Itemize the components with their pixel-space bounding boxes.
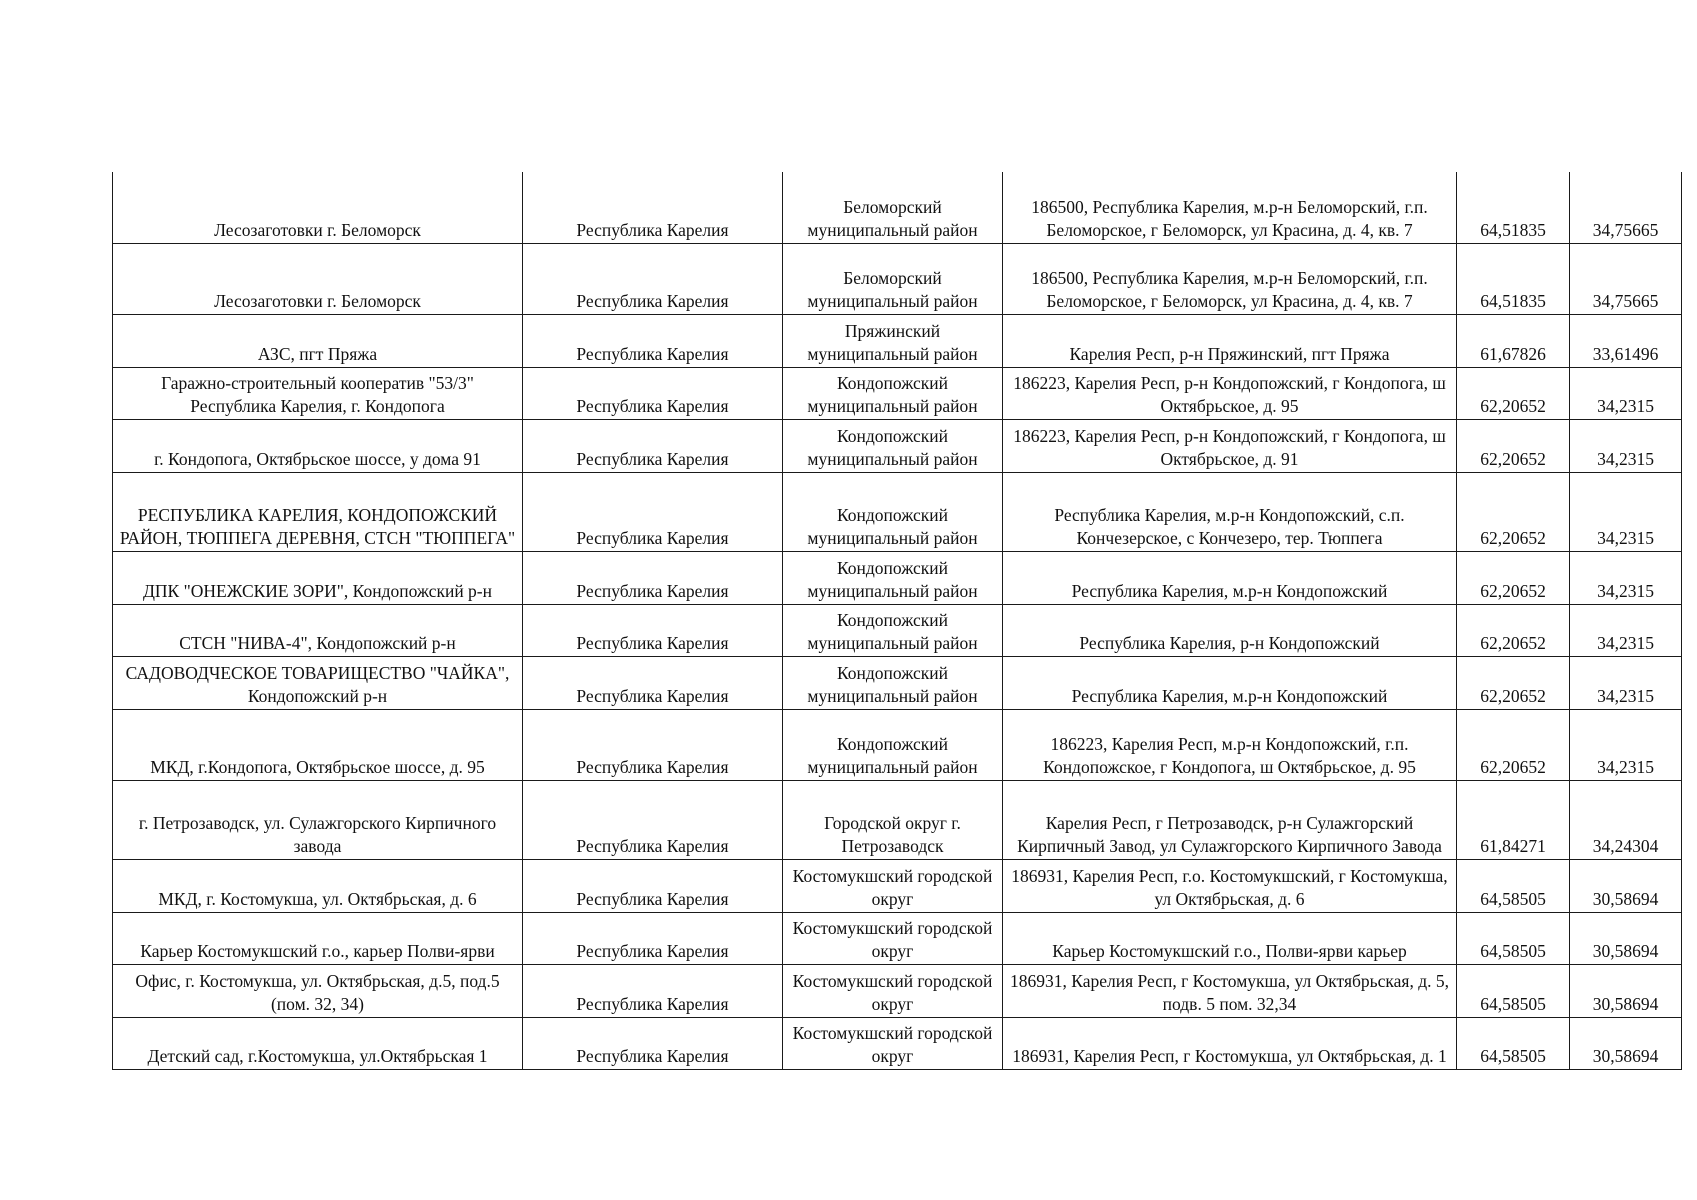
- object-name-cell: МКД, г. Костомукша, ул. Октябрьская, д. 6: [113, 859, 523, 912]
- longitude-cell: 30,58694: [1570, 912, 1682, 964]
- table-row: [113, 367, 1682, 419]
- table-row: [113, 859, 1682, 912]
- longitude-cell: 30,58694: [1570, 859, 1682, 912]
- district-cell: Костомукшский городской округ: [783, 912, 1003, 964]
- longitude-cell: 33,61496: [1570, 314, 1682, 367]
- latitude-cell: 61,67826: [1457, 314, 1570, 367]
- object-name-cell: г. Петрозаводск, ул. Сулажгорского Кирпичного завода: [113, 780, 523, 859]
- latitude-cell: 62,20652: [1457, 551, 1570, 604]
- object-name-cell: Лесозаготовки г. Беломорск: [113, 172, 523, 243]
- address-cell: 186500, Республика Карелия, м.р-н Беломорский, г.п. Беломорское, г Беломорск, ул Красина, д. 4, кв. 7: [1003, 243, 1457, 314]
- district-cell: Кондопожский муниципальный район: [783, 367, 1003, 419]
- region-cell: Республика Карелия: [523, 912, 783, 964]
- region-cell: Республика Карелия: [523, 472, 783, 551]
- table-row: [113, 551, 1682, 604]
- address-cell: Республика Карелия, м.р-н Кондопожский: [1003, 656, 1457, 709]
- latitude-cell: 62,20652: [1457, 604, 1570, 656]
- address-cell: Республика Карелия, м.р-н Кондопожский, с.п. Кончезерское, с Кончезеро, тер. Тюппега: [1003, 472, 1457, 551]
- district-cell: Костомукшский городской округ: [783, 1017, 1003, 1069]
- object-name-cell: МКД, г.Кондопога, Октябрьское шоссе, д. 95: [113, 709, 523, 780]
- object-name-cell: АЗС, пгт Пряжа: [113, 314, 523, 367]
- object-name-cell: г. Кондопога, Октябрьское шоссе, у дома 91: [113, 419, 523, 472]
- longitude-cell: 34,2315: [1570, 604, 1682, 656]
- address-cell: Республика Карелия, р-н Кондопожский: [1003, 604, 1457, 656]
- region-cell: Республика Карелия: [523, 859, 783, 912]
- longitude-cell: 34,2315: [1570, 709, 1682, 780]
- address-cell: Карелия Респ, р-н Пряжинский, пгт Пряжа: [1003, 314, 1457, 367]
- latitude-cell: 61,84271: [1457, 780, 1570, 859]
- latitude-cell: 64,58505: [1457, 859, 1570, 912]
- table-row: [113, 243, 1682, 314]
- longitude-cell: 34,2315: [1570, 656, 1682, 709]
- longitude-cell: 34,2315: [1570, 367, 1682, 419]
- table-row: [113, 912, 1682, 964]
- region-cell: Республика Карелия: [523, 314, 783, 367]
- district-cell: Городской округ г. Петрозаводск: [783, 780, 1003, 859]
- district-cell: Пряжинский муниципальный район: [783, 314, 1003, 367]
- district-cell: Костомукшский городской округ: [783, 964, 1003, 1017]
- table-row: [113, 780, 1682, 859]
- region-cell: Республика Карелия: [523, 709, 783, 780]
- longitude-cell: 34,75665: [1570, 243, 1682, 314]
- object-name-cell: Офис, г. Костомукша, ул. Октябрьская, д.5, под.5 (пом. 32, 34): [113, 964, 523, 1017]
- district-cell: Кондопожский муниципальный район: [783, 709, 1003, 780]
- object-name-cell: СТСН "НИВА-4", Кондопожский р-н: [113, 604, 523, 656]
- district-cell: Беломорский муниципальный район: [783, 243, 1003, 314]
- region-cell: Республика Карелия: [523, 419, 783, 472]
- longitude-cell: 34,2315: [1570, 472, 1682, 551]
- address-cell: Карьер Костомукшский г.о., Полви-ярви карьер: [1003, 912, 1457, 964]
- locations-table: [112, 172, 1682, 1070]
- address-cell: 186223, Карелия Респ, м.р-н Кондопожский, г.п. Кондопожское, г Кондопога, ш Октябрьское, д. 95: [1003, 709, 1457, 780]
- address-cell: 186931, Карелия Респ, г Костомукша, ул Октябрьская, д. 1: [1003, 1017, 1457, 1069]
- address-cell: 186223, Карелия Респ, р-н Кондопожский, г Кондопога, ш Октябрьское, д. 91: [1003, 419, 1457, 472]
- table-row: [113, 419, 1682, 472]
- object-name-cell: Лесозаготовки г. Беломорск: [113, 243, 523, 314]
- longitude-cell: 30,58694: [1570, 1017, 1682, 1069]
- address-cell: Республика Карелия, м.р-н Кондопожский: [1003, 551, 1457, 604]
- region-cell: Республика Карелия: [523, 964, 783, 1017]
- latitude-cell: 62,20652: [1457, 367, 1570, 419]
- latitude-cell: 64,58505: [1457, 1017, 1570, 1069]
- address-cell: 186500, Республика Карелия, м.р-н Беломорский, г.п. Беломорское, г Беломорск, ул Красина, д. 4, кв. 7: [1003, 172, 1457, 243]
- district-cell: Костомукшский городской округ: [783, 859, 1003, 912]
- address-cell: Карелия Респ, г Петрозаводск, р-н Сулажгорский Кирпичный Завод, ул Сулажгорского Кирпичного Завода: [1003, 780, 1457, 859]
- latitude-cell: 62,20652: [1457, 472, 1570, 551]
- object-name-cell: Карьер Костомукшский г.о., карьер Полви-ярви: [113, 912, 523, 964]
- region-cell: Республика Карелия: [523, 656, 783, 709]
- latitude-cell: 64,58505: [1457, 964, 1570, 1017]
- region-cell: Республика Карелия: [523, 604, 783, 656]
- table-row: [113, 1017, 1682, 1069]
- longitude-cell: 30,58694: [1570, 964, 1682, 1017]
- address-cell: 186931, Карелия Респ, г Костомукша, ул Октябрьская, д. 5, подв. 5 пом. 32,34: [1003, 964, 1457, 1017]
- region-cell: Республика Карелия: [523, 367, 783, 419]
- district-cell: Кондопожский муниципальный район: [783, 551, 1003, 604]
- district-cell: Кондопожский муниципальный район: [783, 419, 1003, 472]
- object-name-cell: Детский сад, г.Костомукша, ул.Октябрьская 1: [113, 1017, 523, 1069]
- region-cell: Республика Карелия: [523, 243, 783, 314]
- longitude-cell: 34,2315: [1570, 551, 1682, 604]
- table-row: [113, 709, 1682, 780]
- address-cell: 186223, Карелия Респ, р-н Кондопожский, г Кондопога, ш Октябрьское, д. 95: [1003, 367, 1457, 419]
- table-row: [113, 604, 1682, 656]
- latitude-cell: 64,51835: [1457, 172, 1570, 243]
- district-cell: Беломорский муниципальный район: [783, 172, 1003, 243]
- region-cell: Республика Карелия: [523, 780, 783, 859]
- registry-sheet: [112, 172, 1682, 1070]
- table-row: [113, 472, 1682, 551]
- object-name-cell: ДПК "ОНЕЖСКИЕ ЗОРИ", Кондопожский р-н: [113, 551, 523, 604]
- latitude-cell: 62,20652: [1457, 656, 1570, 709]
- table-row: [113, 656, 1682, 709]
- district-cell: Кондопожский муниципальный район: [783, 472, 1003, 551]
- region-cell: Республика Карелия: [523, 551, 783, 604]
- latitude-cell: 62,20652: [1457, 709, 1570, 780]
- table-row: [113, 172, 1682, 243]
- object-name-cell: САДОВОДЧЕСКОЕ ТОВАРИЩЕСТВО "ЧАЙКА", Кондопожский р-н: [113, 656, 523, 709]
- district-cell: Кондопожский муниципальный район: [783, 656, 1003, 709]
- table-row: [113, 314, 1682, 367]
- longitude-cell: 34,24304: [1570, 780, 1682, 859]
- address-cell: 186931, Карелия Респ, г.о. Костомукшский, г Костомукша, ул Октябрьская, д. 6: [1003, 859, 1457, 912]
- region-cell: Республика Карелия: [523, 172, 783, 243]
- region-cell: Республика Карелия: [523, 1017, 783, 1069]
- latitude-cell: 62,20652: [1457, 419, 1570, 472]
- object-name-cell: РЕСПУБЛИКА КАРЕЛИЯ, КОНДОПОЖСКИЙ РАЙОН, ТЮППЕГА ДЕРЕВНЯ, СТСН "ТЮППЕГА": [113, 472, 523, 551]
- longitude-cell: 34,2315: [1570, 419, 1682, 472]
- district-cell: Кондопожский муниципальный район: [783, 604, 1003, 656]
- object-name-cell: Гаражно-строительный кооператив "53/3" Республика Карелия, г. Кондопога: [113, 367, 523, 419]
- latitude-cell: 64,51835: [1457, 243, 1570, 314]
- longitude-cell: 34,75665: [1570, 172, 1682, 243]
- latitude-cell: 64,58505: [1457, 912, 1570, 964]
- table-row: [113, 964, 1682, 1017]
